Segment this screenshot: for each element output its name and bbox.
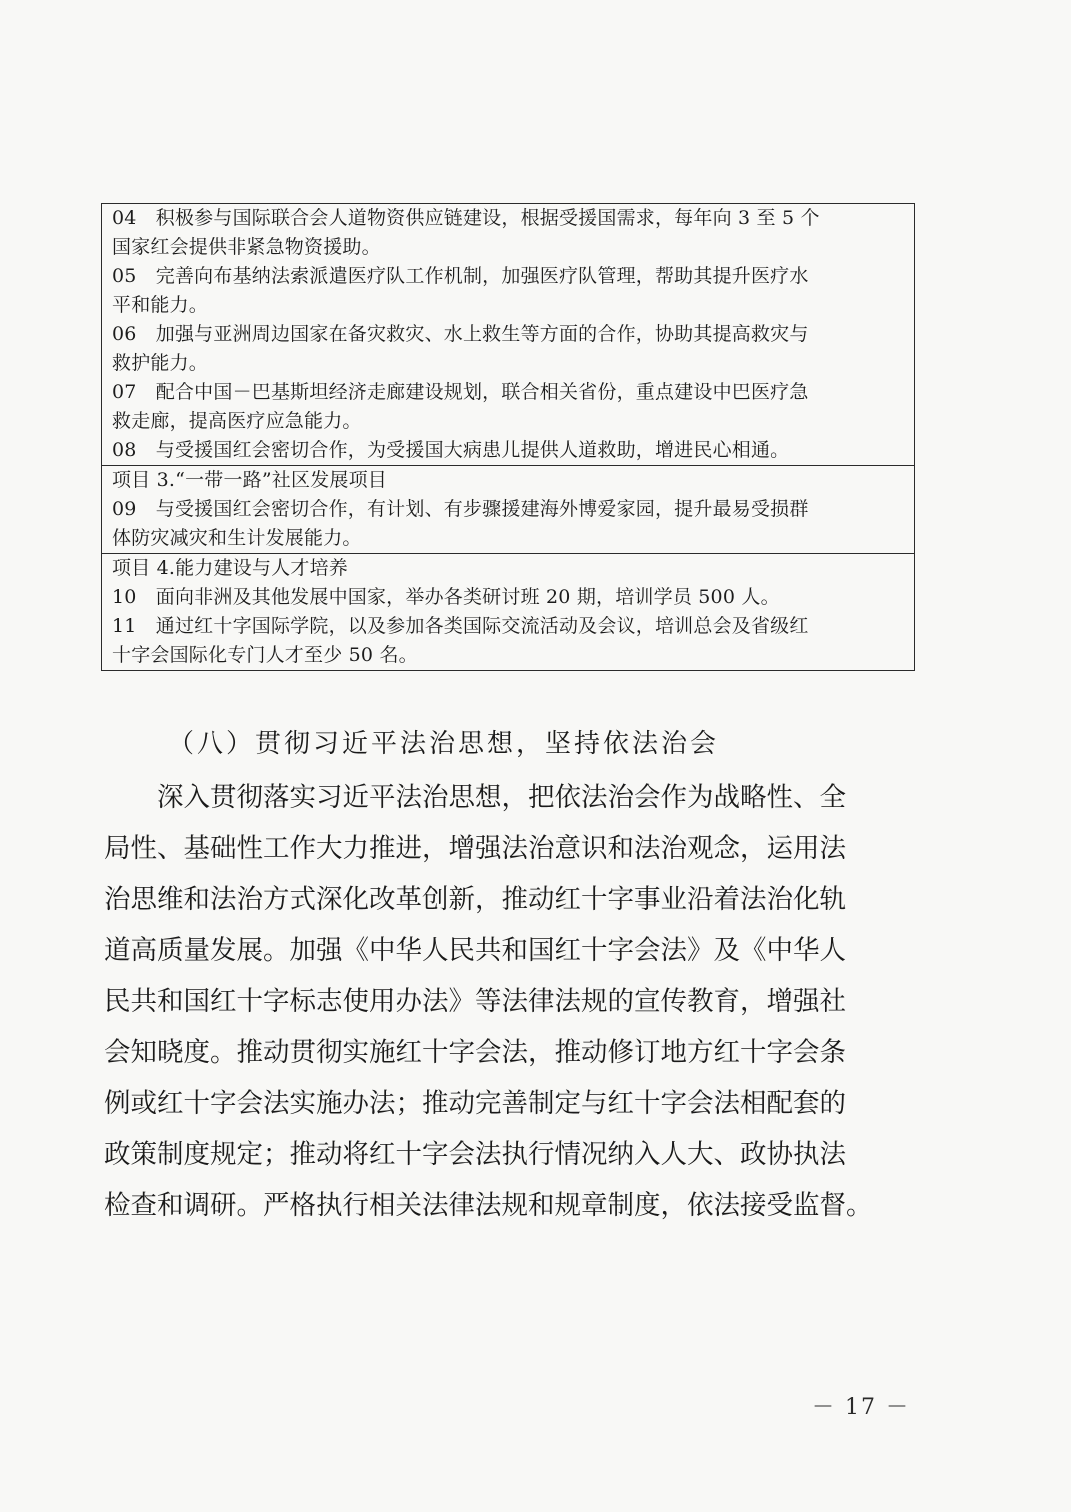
section-title: 项目 4.能力建设与人才培养 xyxy=(112,557,348,579)
table-line: 11 通过红十字国际学院，以及参加各类国际交流活动及会议，培训总会及省级红 xyxy=(112,615,809,637)
table-line: 08 与受援国红会密切合作，为受援国大病患儿提供人道救助，增进民心相通。 xyxy=(112,439,790,461)
page-number: － 17 － xyxy=(812,1395,910,1420)
table-line: 十字会国际化专门人才至少 50 名。 xyxy=(112,644,418,666)
table-line: 救走廊，提高医疗应急能力。 xyxy=(112,410,362,432)
table-section-project-4 xyxy=(102,553,914,670)
table-line: 06 加强与亚洲周边国家在备灾救灾、水上救生等方面的合作，协助其提高救灾与 xyxy=(112,323,809,345)
section-heading: （八）贯彻习近平法治思想，坚持依法治会 xyxy=(168,729,720,759)
paragraph-line: 会知晓度。推动贯彻实施红十字会法，推动修订地方红十字会条 xyxy=(104,1037,846,1068)
table-line: 04 积极参与国际联合会人道物资供应链建设，根据受援国需求，每年向 3 至 5 个 xyxy=(112,207,820,229)
table-line: 体防灾减灾和生计发展能力。 xyxy=(112,527,362,549)
section-title: 项目 3.“一带一路”社区发展项目 xyxy=(112,469,387,491)
paragraph-line: 民共和国红十字标志使用办法》等法律法规的宣传教育，增强社 xyxy=(104,986,846,1017)
table-section-project-3 xyxy=(102,465,914,553)
paragraph-line: 检查和调研。严格执行相关法律法规和规章制度，依法接受监督。 xyxy=(104,1190,873,1221)
project-table xyxy=(101,203,915,671)
table-line: 救护能力。 xyxy=(112,352,209,374)
table-line: 10 面向非洲及其他发展中国家，举办各类研讨班 20 期，培训学员 500 人。 xyxy=(112,586,780,608)
paragraph-line: 道高质量发展。加强《中华人民共和国红十字会法》及《中华人 xyxy=(104,935,846,966)
table-line: 平和能力。 xyxy=(112,294,209,316)
table-line: 07 配合中国－巴基斯坦经济走廊建设规划，联合相关省份，重点建设中巴医疗急 xyxy=(112,381,809,403)
table-section-items-04-08 xyxy=(102,204,914,465)
paragraph-line: 深入贯彻落实习近平法治思想，把依法治会作为战略性、全 xyxy=(104,782,846,813)
table-line: 05 完善向布基纳法索派遣医疗队工作机制，加强医疗队管理，帮助其提升医疗水 xyxy=(112,265,809,287)
body-paragraph xyxy=(104,772,914,1231)
paragraph-line: 局性、基础性工作大力推进，增强法治意识和法治观念，运用法 xyxy=(104,833,846,864)
paragraph-line: 例或红十字会法实施办法；推动完善制定与红十字会法相配套的 xyxy=(104,1088,846,1119)
paragraph-line: 政策制度规定；推动将红十字会法执行情况纳入人大、政协执法 xyxy=(104,1139,846,1170)
paragraph-line: 治思维和法治方式深化改革创新，推动红十字事业沿着法治化轨 xyxy=(104,884,846,915)
table-line: 09 与受援国红会密切合作，有计划、有步骤援建海外博爱家园，提升最易受损群 xyxy=(112,498,809,520)
table-line: 国家红会提供非紧急物资援助。 xyxy=(112,236,381,258)
